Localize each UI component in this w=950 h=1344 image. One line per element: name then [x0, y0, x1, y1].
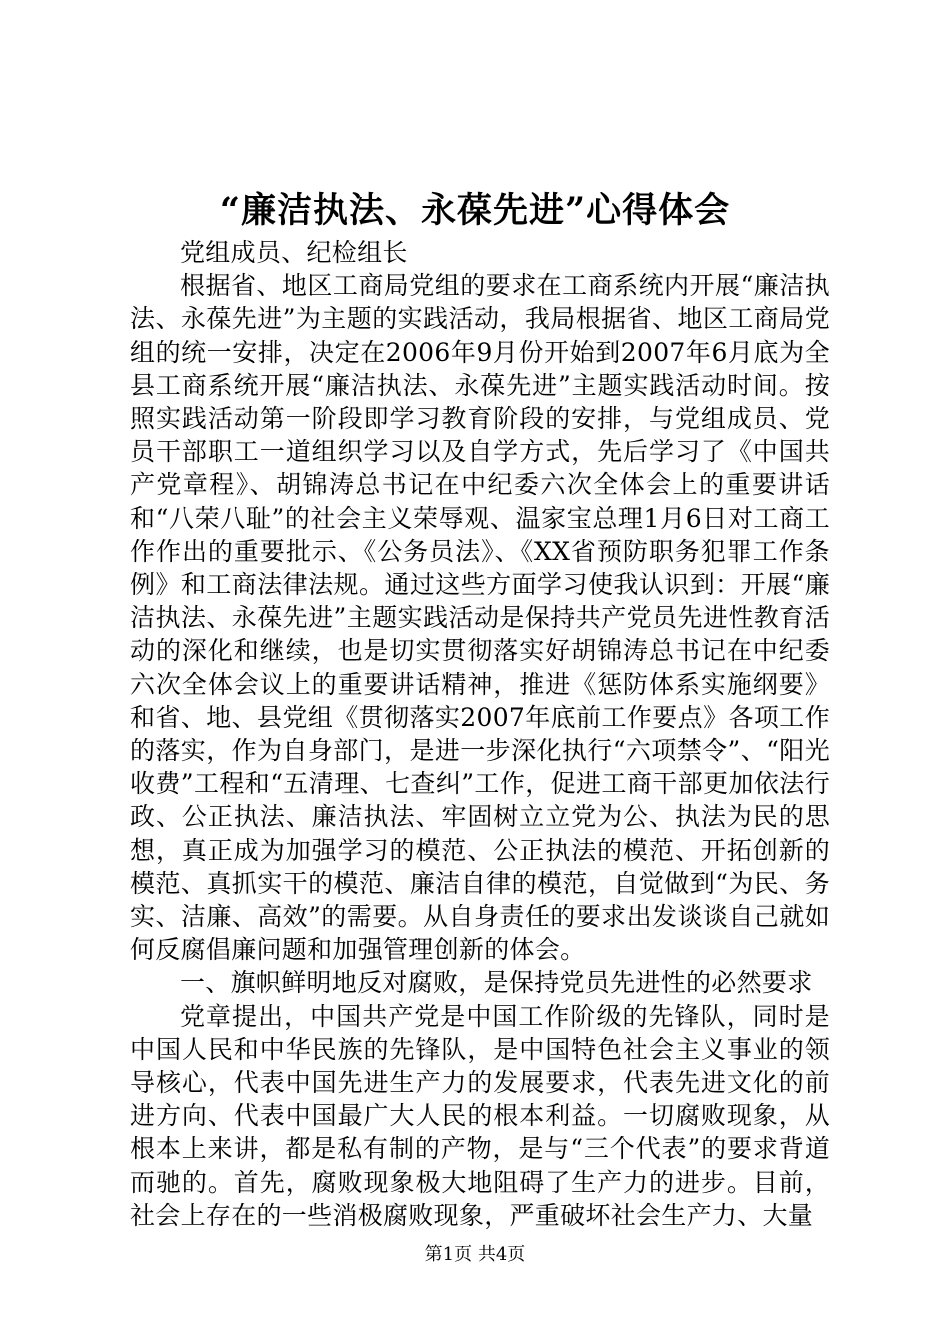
body-paragraph: 根据省、地区工商局党组的要求在工商系统内开展“廉洁执法、永葆先进”为主题的实践活动，我局根据省、地区工商局党组的统一安排，决定在2006年9月份开始到2007年6月底为全县工商系统开展“廉洁执法、永葆先进”主题实践活动时间。按照实践活动第一阶段即学习教育阶段的安排，与党组成员、党员干部职工一道组织学习以及自学方式，先后学习了《中国共产党章程》、胡锦涛总书记在中纪委六次全体会上的重要讲话和“八荣八耻”的社会主义荣辱观、温家宝总理1月6日对工商工作作出的重要批示、《公务员法》、《XX省预防职务犯罪工作条例》和工商法律法规。通过这些方面学习使我认识到：开展“廉洁执法、永葆先进”主题实践活动是保持共产党员先进性教育活动的深化和继续，也是切实贯彻落实好胡锦涛总书记在中纪委六次全体会议上的重要讲话精神，推进《惩防体系实施纲要》和省、地、县党组《贯彻落实2007年底前工作要点》各项工作的落实，作为自身部门，是进一步深化执行“六项禁令”、“阳光收费”工程和“五清理、七查纠”工作，促进工商干部更加依法行政、公正执法、廉洁执法、牢固树立立党为公、执法为民的思想，真正成为加强学习的模范、公正执法的模范、开拓创新的模范、真抓实干的模范、廉洁自律的模范，自觉做到“为民、务实、洁廉、高效”的需要。从自身责任的要求出发谈谈自己就如何反腐倡廉问题和加强管理创新的体会。 [130, 271, 830, 965]
document-body [130, 236, 830, 1232]
page-footer: 第1页 共4页 [424, 1244, 526, 1265]
author-line: 党组成员、纪检组长 [180, 238, 408, 267]
section-heading: 一、旗帜鲜明地反对腐败，是保持党员先进性的必然要求 [180, 968, 813, 998]
document-title: “廉洁执法、永葆先进”心得体会 [219, 190, 731, 231]
body-paragraph: 党章提出，中国共产党是中国工作阶级的先锋队，同时是中国人民和中华民族的先锋队，是中国特色社会主义事业的领导核心，代表中国先进生产力的发展要求，代表先进文化的前进方向、代表中国最广大人民的根本利益。一切腐败现象，从根本上来讲，都是私有制的产物，是与“三个代表”的要求背道而驰的。首先，腐败现象极大地阻碍了生产力的进步。目前，社会上存在的一些消极腐败现象，严重破坏社会生产力、大量 [130, 1001, 830, 1230]
